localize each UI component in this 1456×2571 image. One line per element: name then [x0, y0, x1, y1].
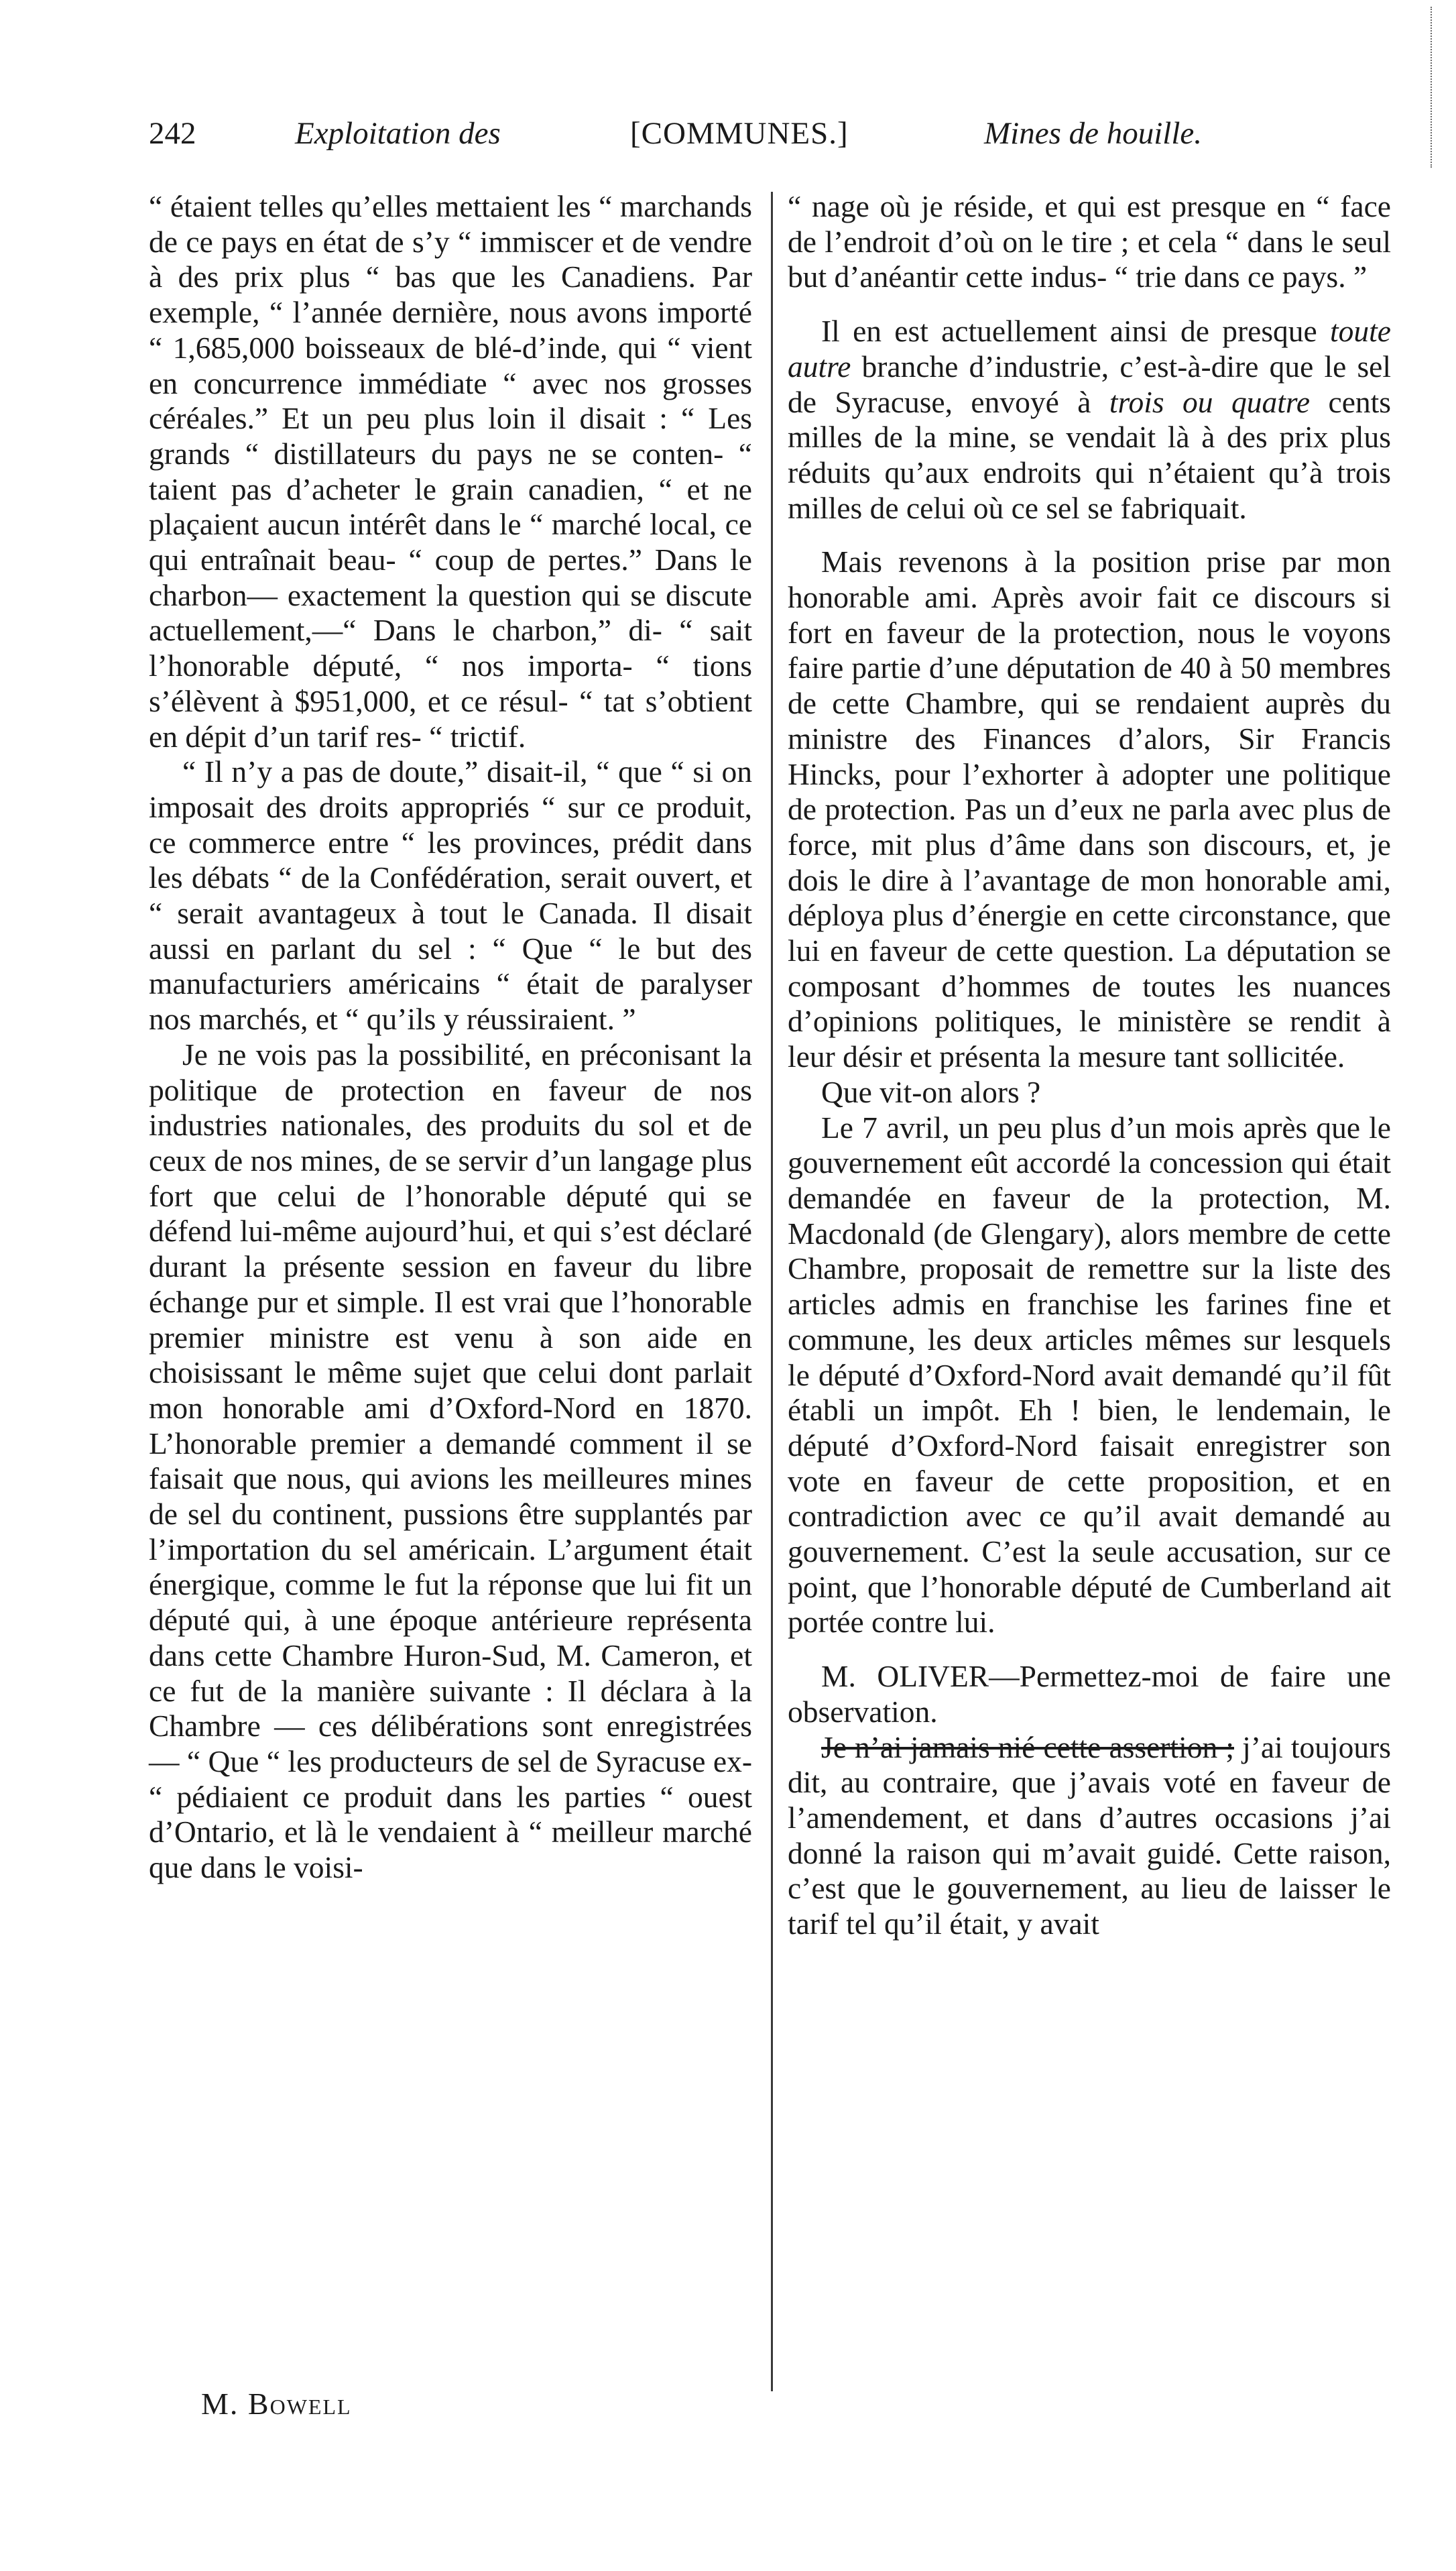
text-run: branche d’industrie, c’est-à-dire que le sel de Syracuse, envoyé à [788, 349, 1391, 419]
paragraph: “ Il n’y a pas de doute,” disait-il, “ que “ si on imposait des droits appropriés “ sur ce produit, ce commerce entre “ les provinces, prédit dans les débats “ de la Confédération, serait ouvert, et “ serait avantageux à tout le Canada. Il disait aussi en parlant du sel : “ Que “ le but des manufacturiers américains “ était de paralyser nos marchés, et “ qu’ils y réussiraient. ” [149, 754, 752, 1037]
paragraph: “ nage où je réside, et qui est presque en “ face de l’endroit d’où on le tire ; et cela “ dans le seul but d’anéantir cette indus- “ trie dans ce pays. ” [788, 189, 1391, 294]
running-topic: Mines de houille. [984, 116, 1203, 151]
paragraph: Que vit-on alors ? [821, 1074, 1041, 1109]
left-column [149, 189, 752, 1886]
paragraph: “ étaient telles qu’elles mettaient les “ marchands de ce pays en état de s’y “ immiscer et de vendre à des prix plus “ bas que les Canadiens. Par exemple, “ l’année dernière, nous avons importé “ 1,685,000 boisseaux de blé-d’inde, qui “ vient en concurrence immédiate “ avec nos grosses céréales.” Et un peu plus loin il disait : “ Les grands “ distillateurs du pays ne se conten- “ taient pas d’acheter le grain canadien, “ et ne plaçaient aucun intérêt dans le “ marché local, ce qui entraînait beau- “ coup de pertes.” Dans le charbon— exactement la question qui se discute actuellement,—“ Dans le charbon,” di- “ sait l’honorable député, “ nos importa- “ tions s’élèvent à $951,000, et ce résul- “ tat s’obtient en dépit d’un tarif res- “ trictif. [149, 189, 752, 754]
speaker-paragraph: M. OLIVER—Permettez-moi de faire une observation. [788, 1659, 1391, 1729]
italic-run: toute autre [788, 314, 1391, 384]
page-number: 242 [149, 116, 196, 151]
running-header [149, 115, 1262, 162]
text-run: j’ai toujours dit, au contraire, que j’avais voté en faveur de l’amendement, et dans d’autres occasions j’ai donné la raison qui m’avait guidé. Cette raison, c’est que le gouvernement, au lieu de laisser le tarif tel qu’il était, y avait [788, 1729, 1391, 1941]
paragraph [788, 314, 1391, 526]
paragraph: Le 7 avril, un peu plus d’un mois après que le gouvernement eût accordé la concession qui était demandée en faveur de la protection, M. Macdonald (de Glengary), alors membre de cette Chambre, proposait de remettre sur la liste des articles admis en franchise les farines fine et commune, les deux articles mêmes sur lesquels le député d’Oxford-Nord avait demandé qu’il fût établi un impôt. Eh ! bien, le lendemain, le député d’Oxford-Nord faisait enregistrer son vote en faveur de cette proposition, et en contradiction avec ce qu’il avait demandé au gouvernement. C’est la seule accusation, sur ce point, que l’honorable député de Cumberland ait portée contre lui. [788, 1110, 1391, 1640]
footer-speaker: M. Bowell [201, 2387, 352, 2421]
page-edge-marks [1431, 7, 1440, 168]
paragraph [788, 1730, 1391, 1942]
struck-text: Je n’ai jamais nié cette assertion ; [821, 1729, 1234, 1764]
text-run: Il en est actuellement ainsi de presque [821, 314, 1331, 349]
paragraph: Je ne vois pas la possibilité, en préconisant la politique de protection en faveur de nos industries nationales, des produits du sol et de ceux de nos mines, de se servir d’un langage plus fort que celui de l’honorable député qui se défend lui-même aujourd’hui, et qui s’est déclaré durant la présente session en faveur du libre échange pur et simple. Il est vrai que l’honorable premier ministre est venu à son aide en choisissant le même sujet que celui dont parlait mon honorable ami d’Oxford-Nord en 1870. L’honorable premier a demandé comment il se faisait que nous, qui avions les meilleures mines de sel du continent, pussions être supplantés par l’importation du sel américain. L’argument était énergique, comme le fut la réponse que lui fit un député qui, à une époque antérieure représenta dans cette Chambre Huron-Sud, M. Cameron, et ce fut de la manière suivante : Il déclara à la Chambre — ces délibérations sont enregistrées — “ Que “ les producteurs de sel de Syracuse ex- “ pédiaient ce produit dans les parties “ ouest d’Ontario, et là le vendaient à “ meilleur marché que dans le voisi- [149, 1037, 752, 1885]
text-run: cents milles de la mine, se vendait là à des prix plus réduits qu’aux endroits qui n’étaient qu’à trois milles de celui où ce sel se fabriquait. [788, 384, 1391, 525]
italic-run: trois ou quatre [1109, 384, 1311, 419]
right-column [788, 189, 1391, 1942]
running-title: Exploitation des [295, 116, 501, 151]
section-label: [COMMUNES.] [630, 116, 849, 151]
paragraph: Mais revenons à la position prise par mon honorable ami. Après avoir fait ce discours si fort en faveur de la protection, nous le voyons faire partie d’une députation de 40 à 50 membres de cette Chambre, qui se rendaient auprès du ministre des Finances d’alors, Sir Francis Hincks, pour l’exhorter à adopter une politique de protection. Pas un d’eux ne parla avec plus de force, mit plus d’âme dans son discours, et, je dois le dire à l’avantage de mon honorable ami, déploya plus d’énergie en cette circonstance, que lui en faveur de cette question. La députation se composant d’hommes de toutes les nuances d’opinions politiques, le ministère se rendit à leur désir et présenta la mesure tant sollicitée. [788, 545, 1391, 1074]
column-divider [771, 192, 773, 2391]
